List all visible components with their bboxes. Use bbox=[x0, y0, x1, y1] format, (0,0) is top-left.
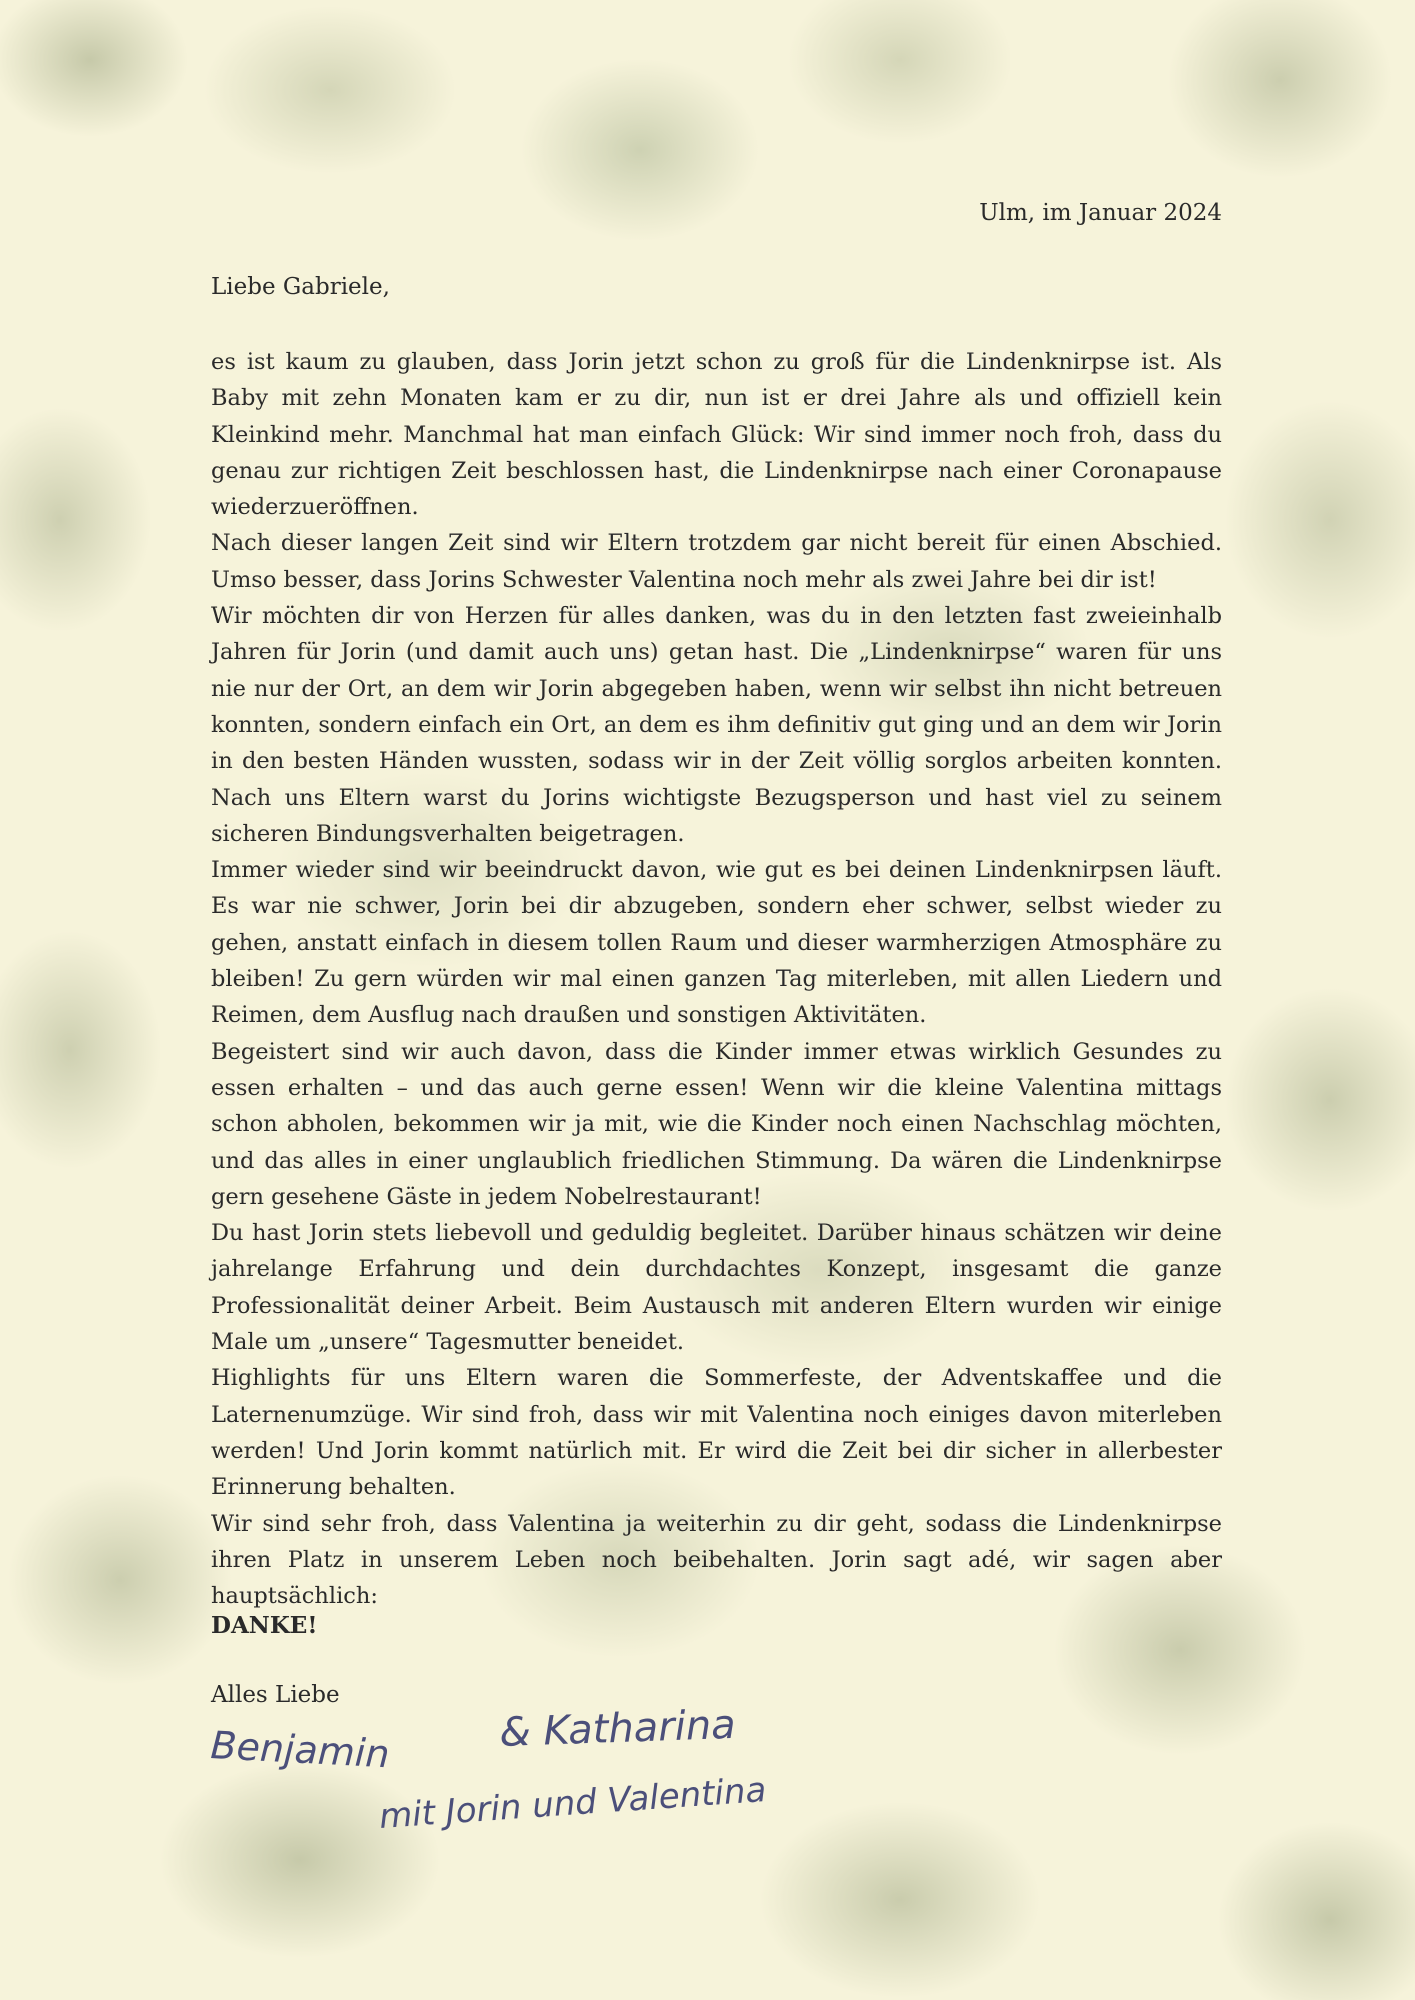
paragraph: Nach dieser langen Zeit sind wir Eltern trotzdem gar nicht bereit für einen Abschied. Umso besser, dass Jorins Schwester Valentina noch mehr als zwei Jahre bei dir ist! bbox=[211, 530, 1222, 593]
paragraph: Immer wieder sind wir beeindruckt davon, wie gut es bei deinen Lindenknirpsen läuft. Es war nie schwer, Jorin bei dir abzugeben, sondern eher schwer, selbst wieder zu gehen, anstatt einfach in diesem tollen Raum und dieser warmherzigen Atmosphäre zu bleiben! Zu gern würden wir mal einen ganzen Tag miterleben, mit allen Liedern und Reimen, dem Ausflug nach draußen und sonstigen Aktivitäten. bbox=[211, 857, 1222, 1029]
signature-name-benjamin: Benjamin bbox=[209, 1723, 391, 1777]
signature-name-katharina: & Katharina bbox=[498, 1701, 737, 1756]
paragraph: Wir möchten dir von Herzen für alles danken, was du in den letzten fast zweieinhalb Jahren für Jorin (und damit auch uns) getan hast. Die „Lindenknirpse“ waren für uns nie nur der Ort, an dem wir Jorin abgegeben haben, wenn wir selbst ihn nicht betreuen konnten, sondern einfach ein Ort, an dem es ihm definitiv gut ging und an dem wir Jorin in den besten Händen wussten, sodass wir in der Zeit völlig sorglos arbeiten konnten. Nach uns Eltern warst du Jorins wichtigste Bezugsperson und hast viel zu seinem sicheren Bindungsverhalten beigetragen. bbox=[211, 603, 1222, 847]
salutation: Liebe Gabriele, bbox=[211, 274, 390, 300]
letter-body bbox=[211, 344, 1222, 1614]
thanks-heading: DANKE! bbox=[211, 1612, 318, 1639]
signature-children-line: mit Jorin und Valentina bbox=[377, 1770, 768, 1837]
handwritten-signature bbox=[200, 1700, 900, 1870]
paragraph: Wir sind sehr froh, dass Valentina ja weiterhin zu dir geht, sodass die Lindenknirpse ihren Platz in unserem Leben noch beibehalten. Jorin sagt adé, wir sagen aber hauptsächlich: bbox=[211, 1510, 1222, 1610]
paragraph: Begeistert sind wir auch davon, dass die Kinder immer etwas wirklich Gesundes zu essen erhalten – und das auch gerne essen! Wenn wir die kleine Valentina mittags schon abholen, bekommen wir ja mit, wie die Kinder noch einen Nachschlag möchten, und das alles in einer unglaublich friedlichen Stimmung. Da wären die Lindenknirpse gern gesehene Gäste in jedem Nobelrestaurant! bbox=[211, 1038, 1222, 1210]
letter-date: Ulm, im Januar 2024 bbox=[979, 200, 1222, 226]
paragraph: Du hast Jorin stets liebevoll und geduldig begleitet. Darüber hinaus schätzen wir deine jahrelange Erfahrung und dein durchdachtes Konzept, insgesamt die ganze Professionalität deiner Arbeit. Beim Austausch mit anderen Eltern wurden wir einige Male um „unsere“ Tagesmutter beneidet. bbox=[211, 1220, 1222, 1356]
paragraph: es ist kaum zu glauben, dass Jorin jetzt schon zu groß für die Lindenknirpse ist. Als Baby mit zehn Monaten kam er zu dir, nun ist er drei Jahre als und offiziell kein Kleinkind mehr. Manchmal hat man einfach Glück: Wir sind immer noch froh, dass du genau zur richtigen Zeit beschlossen hast, die Lindenknirpse nach einer Coronapause wiederzueröffnen. bbox=[211, 349, 1222, 521]
closing-phrase: Alles Liebe bbox=[211, 1682, 340, 1708]
paragraph: Highlights für uns Eltern waren die Sommerfeste, der Adventskaffee und die Laternenumzüge. Wir sind froh, dass wir mit Valentina noch einiges davon miterleben werden! Und Jorin kommt natürlich mit. Er wird die Zeit bei dir sicher in allerbester Erinnerung behalten. bbox=[211, 1365, 1222, 1501]
